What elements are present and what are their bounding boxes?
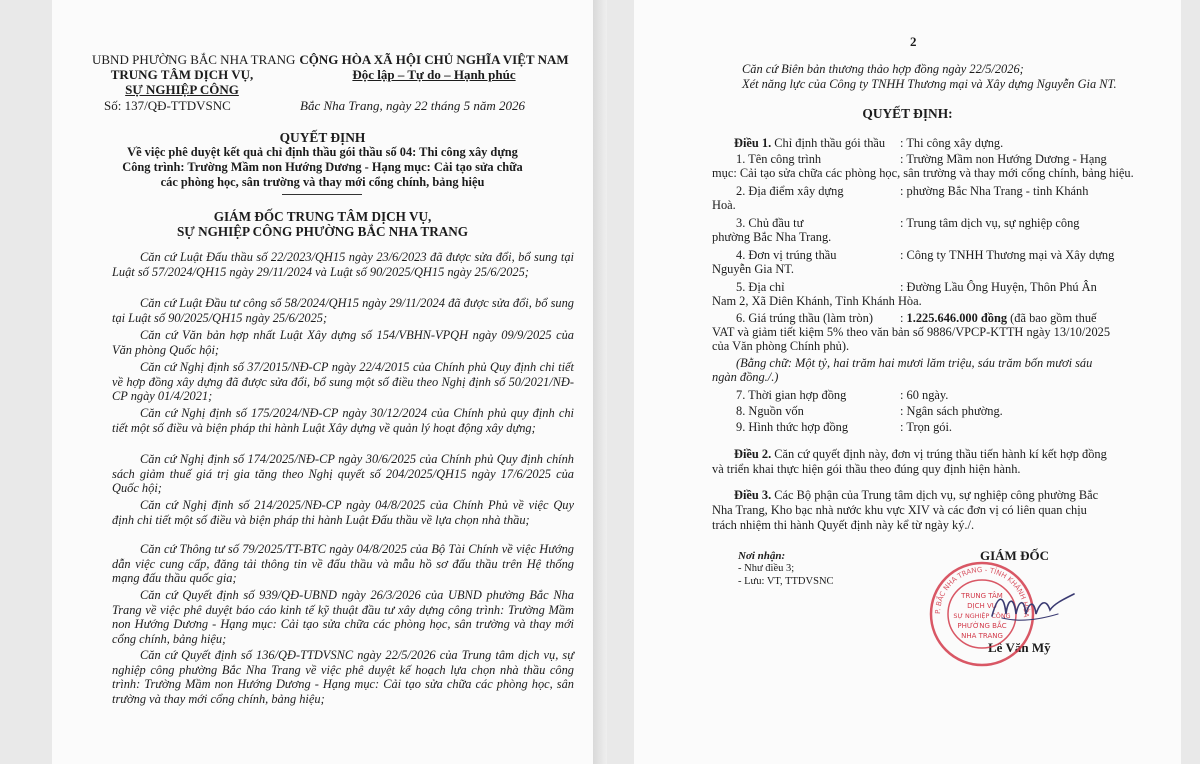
item-8-label: 8. Nguồn vốn: [736, 404, 804, 418]
article-2-head: Điều 2.: [734, 447, 772, 461]
citation-6: Căn cứ Nghị định số 174/2025/NĐ-CP ngày 30/6/2025 của Chính phủ Quy định chính sách giảm thuế giá trị gia tăng theo Nghị quyết số 204/2025/QH15 ngày 17/6/2025 của Quốc hội;: [112, 452, 574, 496]
item-4-continued: Nguyễn Gia NT.: [712, 262, 795, 276]
item-6-note: (đã bao gồm thuế: [1007, 311, 1097, 325]
item-3-value: : Trung tâm dịch vụ, sự nghiệp công: [900, 216, 1080, 230]
article-2-text: Căn cứ quyết định này, đơn vị trúng thầu tiến hành kí kết hợp đồng: [771, 447, 1107, 461]
seal-line-3: SỰ NGHIỆP CÔNG: [953, 612, 1011, 620]
seal-ring-text: P. BẮC NHA TRANG - TỈNH KHÁNH HÒA: [933, 565, 1031, 618]
handwritten-signature: [988, 588, 1078, 628]
recipient-1: - Như điều 3;: [738, 563, 795, 574]
decide-heading: QUYẾT ĐỊNH:: [862, 106, 953, 121]
article-3-text: Các Bộ phận của Trung tâm dịch vụ, sự nghiệp công phường Bắc: [771, 488, 1099, 502]
amount-in-words-1: (Bằng chữ: Một tỷ, hai trăm hai mươi lăm triệu, sáu trăm bốn mươi sáu: [736, 356, 1093, 370]
item-3-label: 3. Chủ đầu tư: [736, 216, 804, 230]
citation-10: Căn cứ Quyết định số 136/QĐ-TTDVSNC ngày 22/5/2026 của Trung tâm dịch vụ, sự nghiệp công phường Bắc Nha Trang về việc phê duyệt kế hoạch lựa chọn nhà thầu công trình: Trường Mầm non Hướng Dương - Hạng mục: Cải tạo sửa chữa các phòng học, sân trường và thay mới cổng chính, bảng hiệu;: [112, 648, 574, 706]
item-2-label: 2. Địa điểm xây dựng: [736, 184, 844, 198]
article-3-head: Điều 3.: [734, 488, 772, 502]
national-title: CỘNG HÒA XÃ HỘI CHỦ NGHĨA VIỆT NAM: [299, 52, 569, 67]
item-6-label: 6. Giá trúng thầu (làm tròn): [736, 311, 873, 325]
item-2-value: : phường Bắc Nha Trang - tỉnh Khánh: [900, 184, 1089, 198]
article-1-head: Điều 1.: [734, 136, 772, 150]
issuing-org-line3: SỰ NGHIỆP CÔNG: [125, 82, 239, 97]
article-2-line-1: [734, 447, 1107, 461]
document-page-1: [52, 0, 593, 764]
citation-7: Căn cứ Nghị định số 214/2025/NĐ-CP ngày 04/8/2025 của Chính Phủ về việc Quy định chi tiết một số điều và biện pháp thi hành Luật Đấu thầu về lựa chọn nhà thầu;: [112, 498, 574, 527]
item-2-continued: Hoà.: [712, 198, 736, 212]
subject-line-2: Công trình: Trường Mầm non Hướng Dương - Hạng mục: Cải tạo sửa chữa: [122, 160, 523, 174]
article-1-value: : Thi công xây dựng.: [900, 136, 1004, 150]
item-6-continued-1: VAT và giảm tiết kiệm 5% theo văn bản số 9886/VPCP-KTTH ngày 13/10/2025: [712, 325, 1111, 339]
article-2-line-2: và triển khai thực hiện gói thầu theo đúng quy định hiện hành.: [712, 462, 1021, 476]
citation-3: Căn cứ Văn bản hợp nhất Luật Xây dựng số 154/VBHN-VPQH ngày 09/9/2025 của Văn phòng Quốc hội;: [112, 328, 574, 357]
item-5-label: 5. Địa chỉ: [736, 280, 785, 294]
signer-name: Lê Văn Mỹ: [988, 640, 1051, 655]
citation-2: Căn cứ Luật Đầu tư công số 58/2024/QH15 ngày 29/11/2024 đã được sửa đổi, bổ sung tại Luật số 90/2025/QH15 ngày 25/6/2025;: [112, 296, 574, 325]
contract-price: 1.225.646.000 đồng: [906, 311, 1008, 325]
document-number: Số: 137/QĐ-TTDVSNC: [104, 98, 231, 113]
subject-line-1: Về việc phê duyệt kết quả chỉ định thầu gói thầu số 04: Thi công xây dựng: [127, 145, 518, 159]
seal-line-1: TRUNG TÂM: [961, 592, 1003, 600]
page-gap: [593, 0, 607, 764]
item-6-value: [900, 311, 1097, 325]
item-6-colon: :: [900, 311, 907, 325]
citation-negotiation: Căn cứ Biên bản thương thảo hợp đồng ngày 22/5/2026;: [742, 62, 1024, 76]
item-8-value: : Ngân sách phường.: [900, 404, 1003, 418]
citation-4: Căn cứ Nghị định số 37/2015/NĐ-CP ngày 22/4/2015 của Chính phủ Quy định chi tiết về hợp đồng xây dựng đã được sửa đổi, bổ sung một số điều theo Nghị định số 50/2021/NĐ-CP ngày 01/4/2021;: [112, 360, 574, 404]
item-5-continued: Nam 2, Xã Diên Khánh, Tỉnh Khánh Hòa.: [712, 294, 922, 308]
item-1-continued: mục: Cải tạo sửa chữa các phòng học, sân trường và thay mới cổng chính, bảng hiệu.: [712, 166, 1134, 180]
national-motto: Độc lập – Tự do – Hạnh phúc: [352, 67, 516, 82]
signer-title: GIÁM ĐỐC: [980, 548, 1049, 563]
item-3-continued: phường Bắc Nha Trang.: [712, 230, 832, 244]
item-4-value: : Công ty TNHH Thương mại và Xây dựng: [900, 248, 1115, 262]
issuing-org-line1: UBND PHƯỜNG BẮC NHA TRANG: [92, 52, 296, 67]
item-9-label: 9. Hình thức hợp đồng: [736, 420, 849, 434]
recipient-2: - Lưu: VT, TTDVSNC: [738, 576, 834, 587]
citation-5: Căn cứ Nghị định số 175/2024/NĐ-CP ngày 30/12/2024 của Chính phủ quy định chi tiết một số điều và biện pháp thi hành Luật Xây dựng về quản lý hoạt động xây dựng;: [112, 406, 574, 435]
subject-line-3: các phòng học, sân trường và thay mới cổng chính, bảng hiệu: [160, 175, 485, 189]
item-7-value: : 60 ngày.: [900, 388, 949, 402]
authority-line-1: GIÁM ĐỐC TRUNG TÂM DỊCH VỤ,: [213, 209, 432, 224]
citation-9: Căn cứ Quyết định số 939/QĐ-UBND ngày 26/3/2026 của UBND phường Bắc Nha Trang về việc phê duyệt báo cáo kinh tế kỹ thuật đầu tư xây dựng công trình: Trường Mầm non Hướng Dương - Hạng mục: Cải tạo sửa chữa các phòng học, sân trường và thay mới cổng chính, bảng hiệu;: [112, 588, 574, 646]
issuing-org-line2: TRUNG TÂM DỊCH VỤ,: [110, 67, 254, 82]
citation-capacity: Xét năng lực của Công ty TNHH Thương mại và Xây dựng Nguyễn Gia NT.: [742, 77, 1117, 91]
citation-1: Căn cứ Luật Đấu thầu số 22/2023/QH15 ngày 23/6/2023 đã được sửa đổi, bổ sung tại Luật số 57/2024/QH15 ngày 29/11/2024 và Luật số 90/2025/QH15 ngày 25/6/2025;: [112, 250, 574, 279]
document-type: QUYẾT ĐỊNH: [279, 130, 366, 145]
article-1-line: [734, 136, 885, 150]
item-9-value: : Trọn gói.: [900, 420, 952, 434]
citation-8: Căn cứ Thông tư số 79/2025/TT-BTC ngày 04/8/2025 của Bộ Tài Chính về việc Hướng dẫn việc cung cấp, đăng tải thông tin về đấu thầu và mẫu hồ sơ đấu thầu trên Hệ thống mạng đấu thầu quốc gia;: [112, 542, 574, 586]
item-1-label: 1. Tên công trình: [736, 152, 822, 166]
seal-line-4: PHƯỜNG BẮC: [957, 622, 1007, 630]
article-3-line-3: trách nhiệm thi hành Quyết định này kể từ ngày ký./.: [712, 518, 975, 532]
seal-line-5: NHA TRANG: [961, 632, 1003, 640]
article-3-line-1: [734, 488, 1098, 502]
item-6-continued-2: của Văn phòng Chính phủ).: [712, 339, 850, 353]
seal-line-2: DỊCH VỤ: [967, 602, 997, 610]
item-4-label: 4. Đơn vị trúng thầu: [736, 248, 837, 262]
amount-in-words-2: ngàn đồng./.): [712, 370, 779, 384]
item-5-value: : Đường Lầu Ông Huyện, Thôn Phú Ân: [900, 280, 1097, 294]
article-3-line-2: Nha Trang, Kho bạc nhà nước khu vực XIV và các đơn vị có liên quan chịu: [712, 503, 1087, 517]
recipients-title: Nơi nhận:: [738, 550, 786, 562]
place-and-date: Bắc Nha Trang, ngày 22 tháng 5 năm 2026: [300, 98, 525, 113]
document-page-2: [634, 0, 1181, 764]
page-number: 2: [910, 34, 917, 49]
item-7-label: 7. Thời gian hợp đồng: [736, 388, 847, 402]
item-1-value: : Trường Mầm non Hướng Dương - Hạng: [900, 152, 1107, 166]
article-1-text: Chỉ định thầu gói thầu: [771, 136, 886, 150]
authority-line-2: SỰ NGHIỆP CÔNG PHƯỜNG BẮC NHA TRANG: [176, 224, 469, 239]
divider: [282, 194, 362, 195]
